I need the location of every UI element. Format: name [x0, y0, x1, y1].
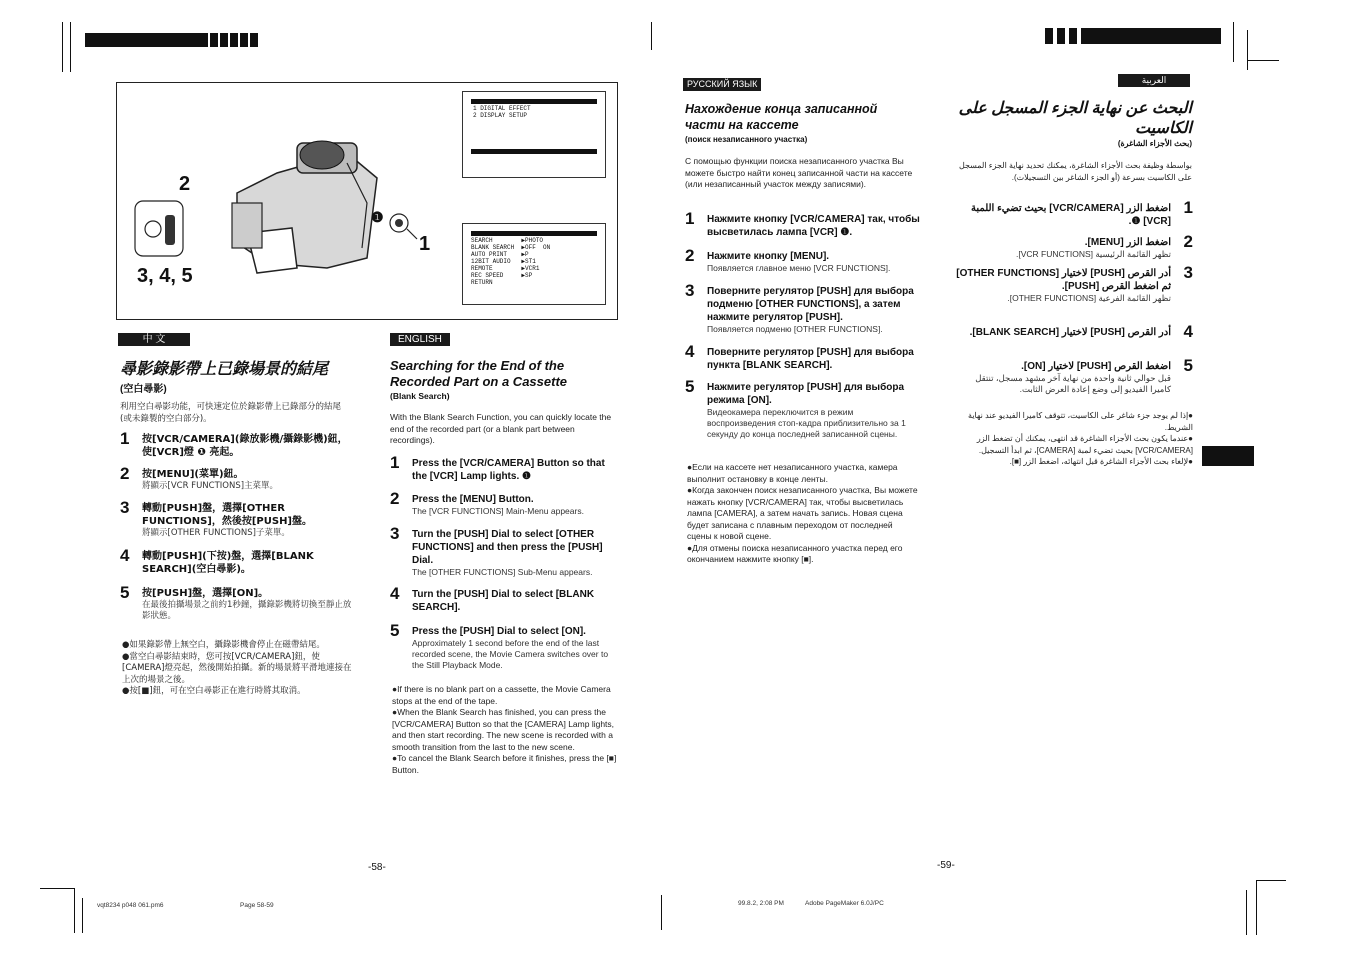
step-number: 1 — [685, 209, 695, 228]
chinese-notes — [122, 640, 358, 698]
english-notes — [392, 684, 624, 776]
crop-mark — [74, 888, 75, 933]
step-detail: قبل حوالي ثانية واحدة من نهاية آخر مشهد مسجل، تنتقل كاميرا الفيديو إلى وضع إعادة العرض الثابت. — [975, 373, 1171, 394]
step-text: 按[VCR/CAMERA](錄放影機/攝錄影機)鈕，使[VCR]燈 ❶ 亮起。 — [142, 434, 348, 458]
section-tab-english: ENGLISH — [390, 333, 450, 346]
arabic-notes — [955, 410, 1193, 468]
menu-highlight-bar — [471, 99, 597, 104]
menu-line: 1 DIGITAL EFFECT — [473, 105, 531, 112]
crop-mark — [62, 22, 63, 72]
crop-mark — [1256, 880, 1286, 881]
english-step-1 — [390, 453, 620, 483]
step-text: اضغط الزر [VCR/CAMERA] بحيث تضيء اللمبة [VCR] ❶. — [971, 203, 1171, 227]
header-bar-left-marks — [200, 33, 260, 47]
note-item: ●If there is no blank part on a cassette, the Movie Camera stops at the end of the tape. — [392, 684, 611, 706]
callout-circle-1: ❶ — [371, 209, 384, 225]
menu-highlight-bar — [471, 231, 597, 236]
english-title-line-1: Searching for the End of the — [390, 358, 565, 373]
footer-timestamp: 99.8.2, 2:08 PM — [738, 900, 784, 907]
step-text: أدر القرص [PUSH] لاختيار [BLANK SEARCH]. — [969, 327, 1171, 338]
step-text: اضغط القرص [PUSH] لاختيار [ON]. — [1021, 361, 1171, 372]
english-subtitle: (Blank Search) — [390, 391, 450, 401]
russian-title-line-2: части на кассете — [685, 118, 799, 132]
step-number: 1 — [390, 453, 400, 472]
english-title-line-2: Recorded Part on a Cassette — [390, 374, 568, 389]
note-item: ●如果錄影帶上無空白，攝錄影機會停止在磁帶結尾。 — [122, 640, 325, 650]
figure-frame — [116, 82, 618, 320]
step-text: Turn the [PUSH] Dial to select [OTHER FUNCTIONS] and then press the [PUSH] Dial. — [412, 529, 603, 566]
chinese-step-3 — [120, 498, 355, 539]
note-item: ●عندما يكون بحث الأجزاء الشاغرة قد انتهى، يمكنك أن تضغط الزر [VCR/CAMERA] بحيث تضيء لمبة [CAMERA]، ثم ابدأ التسجيل. — [976, 434, 1193, 455]
page-number-right: -59- — [937, 860, 955, 871]
step-number: 2 — [685, 246, 695, 265]
crop-mark — [82, 898, 83, 933]
step-text: 轉動[PUSH](下按)盤，選擇[BLANK SEARCH](空白尋影)。 — [142, 551, 314, 575]
arabic-title-line-1: البحث عن نهاية الجزء المسجل على — [958, 100, 1192, 117]
menu-line: REMOTE ▶VCR1 — [471, 265, 540, 272]
chinese-subtitle: (空白尋影) — [120, 384, 167, 395]
step-detail: تظهر القائمة الفرعية [OTHER FUNCTIONS]. — [1007, 293, 1171, 303]
note-item: ●لإلغاء بحث الأجزاء الشاغرة قبل انتهائه، اضغط الزر [■]. — [1009, 457, 1193, 466]
side-tab-marker — [1202, 446, 1254, 466]
section-tab-russian: РУССКИЙ ЯЗЫК — [683, 78, 761, 91]
crop-mark — [1256, 880, 1257, 935]
note-item: ●Когда закончен поиск незаписанного участка, Вы можете нажать кнопку [VCR/CAMERA] так, чтобы высветилась лампа [CAMERA], а затем начать запись. Новая сцена будет записана с плавным переходом от последней сцены к новой сцене. — [687, 485, 918, 541]
menu-line: 2 DISPLAY SETUP — [473, 112, 528, 119]
step-detail: تظهر القائمة الرئيسية [VCR FUNCTIONS]. — [1016, 249, 1171, 259]
menu-line: RETURN — [471, 279, 493, 286]
crop-mark — [661, 895, 662, 930]
callout-3-4-5: 3, 4, 5 — [137, 265, 193, 287]
step-detail: Approximately 1 second before the end of the last recorded scene, the Movie Camera switches over to the Still Playback Mode. — [412, 638, 609, 670]
callout-1: 1 — [419, 233, 431, 255]
note-item: ●To cancel the Blank Search before it finishes, press the [■] Button. — [392, 753, 617, 775]
arabic-title-line-2: الكاسيت — [1135, 120, 1192, 137]
step-detail: 將顯示[VCR FUNCTIONS]主菜單。 — [142, 481, 279, 491]
arabic-step-1 — [955, 198, 1193, 228]
russian-step-4 — [685, 342, 920, 372]
note-item: ●Для отмены поиска незаписанного участка перед его окончанием нажмите кнопку [■]. — [687, 542, 903, 564]
step-text: Нажмите кнопку [MENU]. — [707, 251, 830, 262]
step-number: 3 — [1183, 263, 1193, 282]
menu-screen-main — [462, 91, 606, 178]
english-step-4 — [390, 584, 620, 614]
russian-subtitle: (поиск незаписанного участка) — [685, 135, 808, 144]
arabic-subtitle: (بحث الأجزاء الشاغرة) — [1117, 139, 1192, 148]
step-text: أدر القرص [PUSH] لاختيار [OTHER FUNCTIONS] ثم اضغط القرص [PUSH]. — [956, 268, 1171, 292]
step-text: Поверните регулятор [PUSH] для выбора подменю [OTHER FUNCTIONS], а затем нажмите регулятор [PUSH]. — [707, 286, 914, 323]
step-text: Press the [PUSH] Dial to select [ON]. — [412, 626, 586, 637]
step-number: 4 — [120, 546, 130, 565]
menu-screen-sub — [462, 223, 606, 305]
crop-mark — [1247, 60, 1279, 61]
step-detail: Появляется главное меню [VCR FUNCTIONS]. — [707, 263, 891, 273]
step-detail: The [VCR FUNCTIONS] Main-Menu appears. — [412, 506, 584, 516]
chinese-intro: 利用空白尋影功能，可快速定位於錄影帶上已錄部分的結尾(或未錄製的空白部分)。 — [120, 402, 342, 424]
step-text: 轉動[PUSH]盤，選擇[OTHER FUNCTIONS]，然後按[PUSH]盤。 — [142, 503, 313, 527]
arabic-intro: بواسطة وظيفة بحث الأجزاء الشاغرة، يمكنك تحديد نهاية الجزء المسجل على الكاسيت بسرعة (أو الجزء الشاغر بين التسجيلات). — [958, 161, 1192, 182]
crop-mark — [40, 888, 75, 889]
step-detail: Появляется подменю [OTHER FUNCTIONS]. — [707, 324, 883, 334]
note-item: ●إذا لم يوجد جزء شاغر على الكاسيت، تتوقف كاميرا الفيديو عند نهاية الشريط. — [968, 411, 1193, 432]
step-text: 按[PUSH]盤，選擇[ON]。 — [142, 588, 269, 599]
step-text: اضغط الزر [MENU]. — [1084, 237, 1171, 248]
step-text: Поверните регулятор [PUSH] для выбора пункта [BLANK SEARCH]. — [707, 347, 914, 371]
step-number: 3 — [390, 524, 400, 543]
step-number: 5 — [1183, 356, 1193, 375]
step-number: 5 — [685, 377, 695, 396]
note-item: ●When the Blank Search has finished, you can press the [VCR/CAMERA] Button so that the [CAMERA] Lamp lights, and then start recording. The new scene is recorded with a smooth transition from the last to the new scene. — [392, 707, 615, 752]
note-item: ●按[■]鈕，可在空白尋影正在進行時將其取消。 — [122, 686, 306, 696]
crop-mark — [1246, 890, 1247, 935]
step-detail: The [OTHER FUNCTIONS] Sub-Menu appears. — [412, 567, 593, 577]
step-number: 1 — [1183, 198, 1193, 217]
menu-line: AUTO PRINT ▶P — [471, 251, 529, 258]
step-text: Нажмите регулятор [PUSH] для выбора режима [ON]. — [707, 382, 905, 406]
step-number: 4 — [1183, 322, 1193, 341]
english-intro: With the Blank Search Function, you can quickly locate the end of the recorded part (or a blank part between recordings). — [390, 412, 612, 445]
page-number-left: -58- — [368, 862, 386, 873]
arabic-step-3 — [955, 263, 1193, 304]
chinese-step-1 — [120, 429, 355, 459]
step-detail: 將顯示[OTHER FUNCTIONS]子菜單。 — [142, 528, 290, 538]
russian-step-3 — [685, 281, 920, 335]
arabic-step-4 — [955, 322, 1193, 341]
menu-line: 12BIT AUDIO ▶ST1 — [471, 258, 536, 265]
step-number: 1 — [120, 429, 130, 448]
chinese-step-5 — [120, 583, 355, 622]
english-step-3 — [390, 524, 620, 578]
footer-file: vqt8234 p048 061.pm6 — [97, 902, 164, 909]
crop-mark — [70, 22, 71, 72]
menu-line: REC SPEED ▶SP — [471, 272, 533, 279]
russian-step-2 — [685, 246, 920, 274]
step-text: Press the [MENU] Button. — [412, 494, 534, 505]
chinese-step-2 — [120, 464, 355, 492]
russian-intro: С помощью функции поиска незаписанного участка Вы можете быстро найти конец записанной части на кассете (или незаписанный участок между записями). — [685, 156, 913, 189]
step-text: 按[MENU](菜單)鈕。 — [142, 469, 244, 480]
step-number: 3 — [685, 281, 695, 300]
step-text: Turn the [PUSH] Dial to select [BLANK SEARCH]. — [412, 589, 595, 613]
menu-highlight-bar — [471, 149, 597, 154]
step-number: 4 — [390, 584, 400, 603]
step-number: 5 — [390, 621, 400, 640]
step-number: 2 — [1183, 232, 1193, 251]
chinese-step-4 — [120, 546, 355, 576]
step-number: 4 — [685, 342, 695, 361]
footer-pages: Page 58-59 — [240, 902, 274, 909]
arabic-step-5 — [955, 356, 1193, 395]
step-number: 5 — [120, 583, 130, 602]
crop-mark — [1233, 22, 1234, 62]
step-number: 3 — [120, 498, 130, 517]
section-tab-arabic: العربية — [1118, 74, 1190, 87]
footer-app: Adobe PageMaker 6.0J/PC — [805, 900, 884, 907]
menu-line: SEARCH ▶PHOTO — [471, 237, 544, 244]
section-tab-chinese: 中 文 — [118, 333, 190, 346]
english-step-2 — [390, 489, 620, 517]
step-detail: Видеокамера переключится в режим воспроизведения стоп-кадра приблизительно за 1 секунду до конца последней записанной сцены. — [707, 407, 906, 439]
step-number: 2 — [120, 464, 130, 483]
crop-mark — [651, 22, 652, 50]
step-detail: 在最後拍攝場景之前約1秒鐘，攝錄影機將切換至靜止放影狀態。 — [142, 600, 352, 621]
menu-line: BLANK SEARCH ▶OFF ON — [471, 244, 551, 251]
russian-step-5 — [685, 377, 920, 440]
step-text: Press the [VCR/CAMERA] Button so that the [VCR] Lamp lights. ❶ — [412, 458, 605, 482]
russian-title-line-1: Нахождение конца записанной — [685, 102, 878, 116]
crop-mark — [1247, 30, 1248, 70]
step-number: 2 — [390, 489, 400, 508]
chinese-title: 尋影錄影帶上已錄場景的結尾 — [120, 359, 329, 378]
note-item: ●當空白尋影結束時，您可按[VCR/CAMERA]鈕，使[CAMERA]燈亮起，然後開始拍攝。新的場景將平滑地連接在上次的場景之後。 — [122, 651, 352, 685]
callout-2: 2 — [179, 173, 191, 195]
step-text: Нажмите кнопку [VCR/CAMERA] так, чтобы высветилась лампа [VCR] ❶. — [707, 214, 920, 238]
russian-notes — [687, 462, 919, 566]
arabic-step-2 — [955, 232, 1193, 260]
header-bar-right-marks — [1045, 28, 1085, 44]
english-step-5 — [390, 621, 620, 671]
note-item: ●Если на кассете нет незаписанного участка, камера выполнит остановку в конце ленты. — [687, 462, 898, 484]
russian-step-1 — [685, 209, 920, 239]
